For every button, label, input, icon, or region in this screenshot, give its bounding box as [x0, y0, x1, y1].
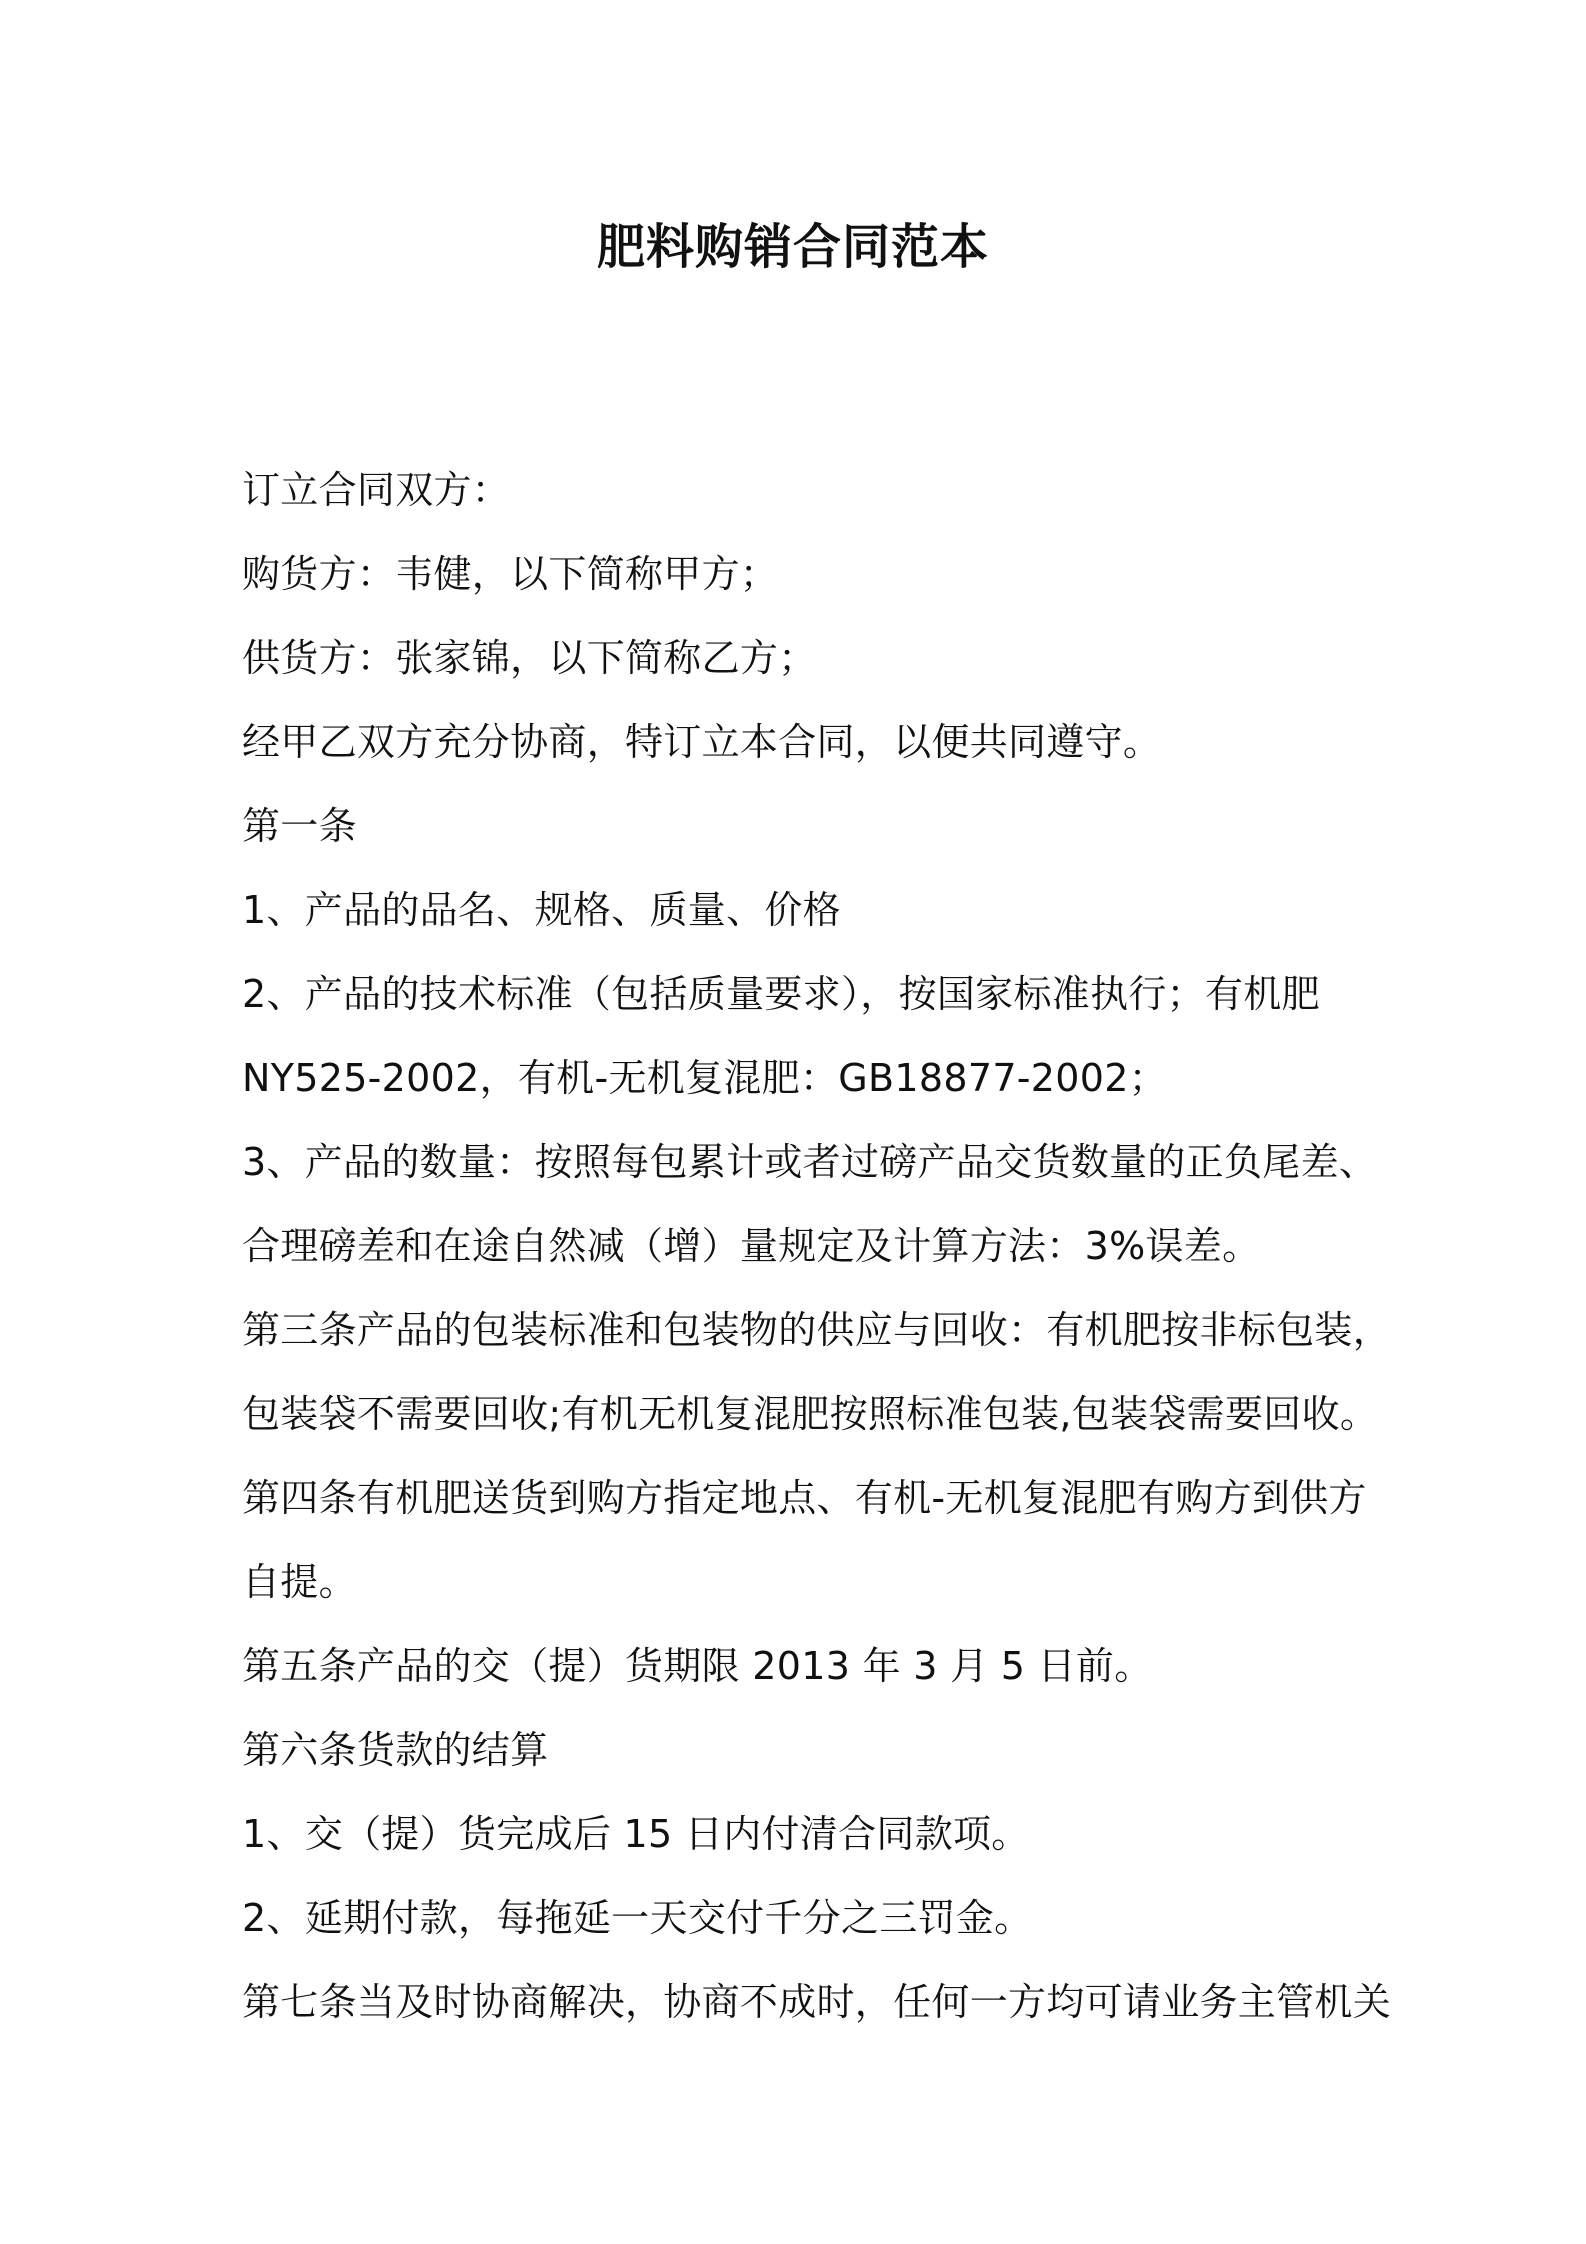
paragraph-line: 1、交（提）货完成后 15 日内付清合同款项。: [242, 1812, 1030, 1856]
paragraph-line: 1、产品的品名、规格、质量、价格: [242, 888, 841, 932]
document-title: 肥料购销合同范本: [596, 219, 989, 275]
paragraph-line: 购货方：韦健，以下简称甲方；: [242, 552, 779, 596]
document-body: [242, 448, 1392, 2044]
paragraph-line: 2、产品的技术标准（包括质量要求），按国家标准执行；有机肥: [242, 972, 1320, 1016]
paragraph-line: 订立合同双方：: [242, 468, 511, 512]
paragraph-line: 3、产品的数量：按照每包累计或者过磅产品交货数量的正负尾差、: [242, 1140, 1378, 1184]
paragraph-line: 供货方：张家锦，以下简称乙方；: [242, 636, 817, 680]
paragraph-line: 第六条货款的结算: [242, 1728, 549, 1772]
paragraph-line: 自提。: [242, 1560, 357, 1604]
paragraph-line: 2、延期付款，每拖延一天交付千分之三罚金。: [242, 1896, 1033, 1940]
paragraph-line: 第七条当及时协商解决，协商不成时，任何一方均可请业务主管机关: [242, 1980, 1392, 2024]
paragraph-line: 第四条有机肥送货到购方指定地点、有机-无机复混肥有购方到供方: [242, 1476, 1367, 1520]
paragraph-line: 经甲乙双方充分协商，特订立本合同，以便共同遵守。: [242, 720, 1162, 764]
paragraph-line: 第三条产品的包装标准和包装物的供应与回收：有机肥按非标包装，: [242, 1308, 1392, 1352]
paragraph-line: NY525-2002，有机-无机复混肥：GB18877-2002；: [242, 1056, 1168, 1100]
paragraph-line: 第五条产品的交（提）货期限 2013 年 3 月 5 日前。: [242, 1644, 1153, 1688]
paragraph-line: 第一条: [242, 804, 357, 848]
paragraph-line: 包装袋不需要回收;有机无机复混肥按照标准包装,包装袋需要回收。: [242, 1392, 1379, 1436]
paragraph-line: 合理磅差和在途自然减（增）量规定及计算方法：3%误差。: [242, 1224, 1261, 1268]
